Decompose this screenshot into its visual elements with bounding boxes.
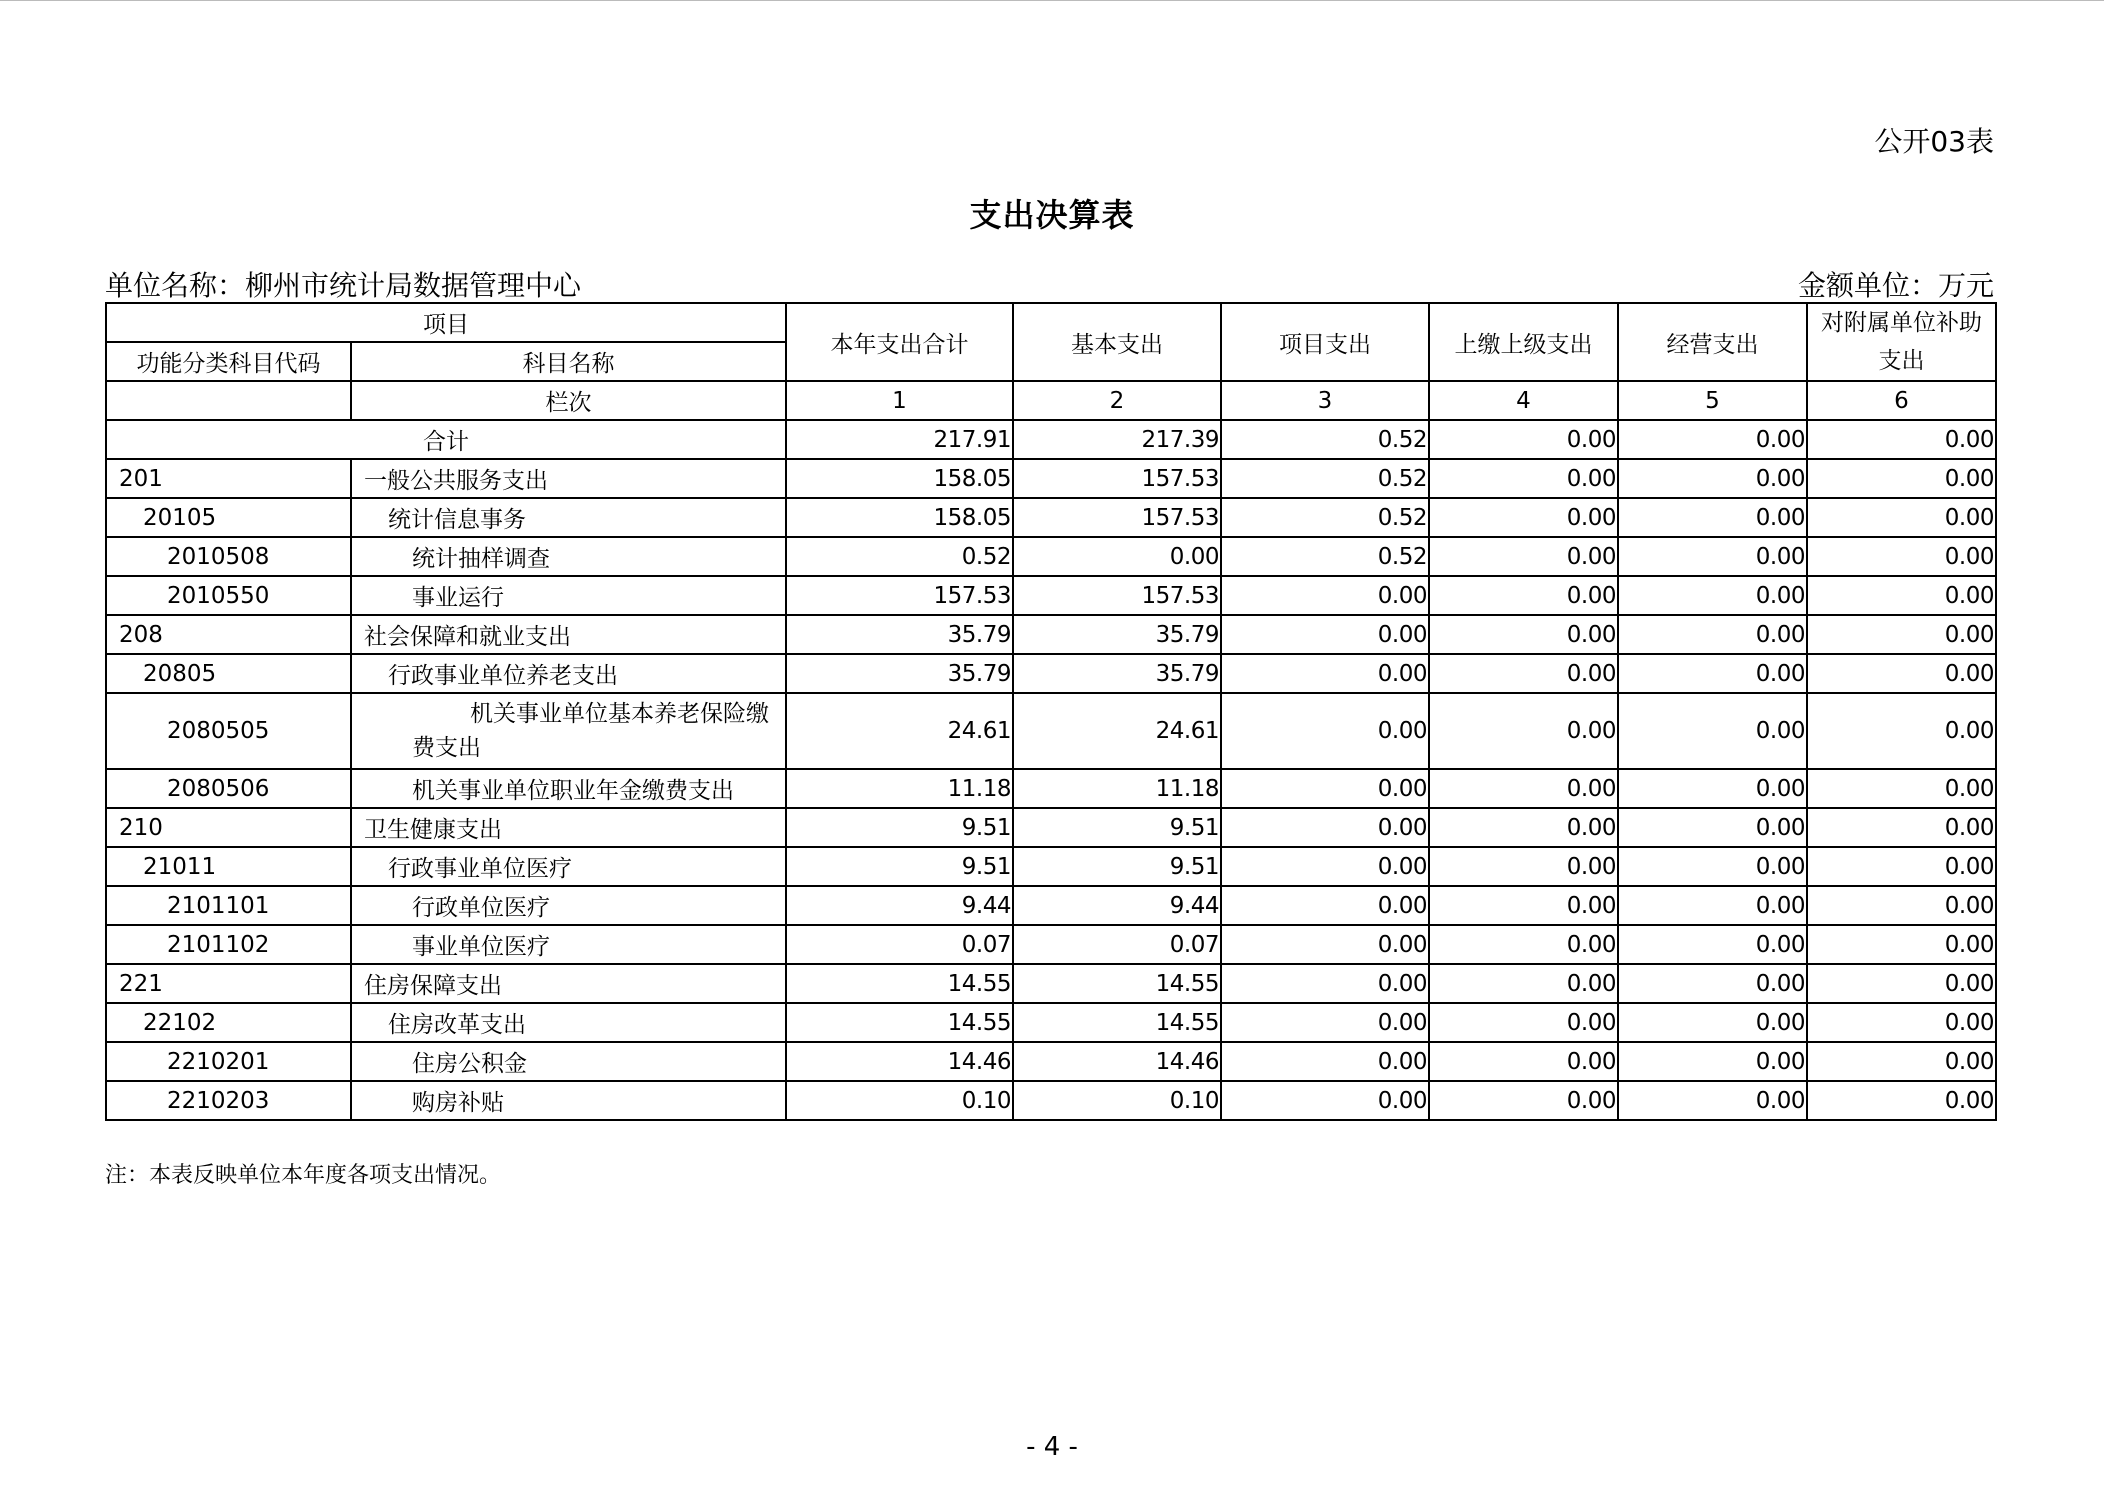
row-code: 2210203 (106, 1081, 351, 1120)
row-value: 0.00 (1618, 769, 1807, 808)
row-value: 11.18 (1013, 769, 1221, 808)
row-name: 住房改革支出 (351, 1003, 786, 1042)
row-value: 0.00 (1429, 1081, 1618, 1120)
row-code: 210 (106, 808, 351, 847)
row-value: 9.51 (1013, 847, 1221, 886)
row-value: 157.53 (1013, 498, 1221, 537)
row-value: 14.55 (1013, 964, 1221, 1003)
row-value: 0.00 (1618, 576, 1807, 615)
row-value: 0.00 (1429, 576, 1618, 615)
col-num: 2 (1013, 381, 1221, 420)
row-value: 0.00 (1807, 459, 1996, 498)
col-num: 4 (1429, 381, 1618, 420)
row-value: 14.46 (786, 1042, 1013, 1081)
row-value: 0.00 (1429, 537, 1618, 576)
row-value: 9.44 (1013, 886, 1221, 925)
row-code: 2010550 (106, 576, 351, 615)
row-value: 0.52 (1221, 459, 1429, 498)
row-name: 机关事业单位职业年金缴费支出 (351, 769, 786, 808)
row-value: 0.07 (1013, 925, 1221, 964)
row-value: 9.51 (786, 847, 1013, 886)
row-value: 0.00 (1429, 964, 1618, 1003)
row-value: 0.00 (1429, 459, 1618, 498)
row-code: 22102 (106, 1003, 351, 1042)
header-basic: 基本支出 (1013, 303, 1221, 381)
table-row (106, 654, 1996, 693)
row-value: 0.00 (1618, 654, 1807, 693)
row-value: 0.00 (1807, 1081, 1996, 1120)
table-row (106, 1042, 1996, 1081)
col-num: 3 (1221, 381, 1429, 420)
page-number: - 4 - (1026, 1432, 1078, 1462)
row-value: 0.52 (1221, 498, 1429, 537)
table-row (106, 808, 1996, 847)
row-code: 2101102 (106, 925, 351, 964)
row-code: 2210201 (106, 1042, 351, 1081)
col-num: 1 (786, 381, 1013, 420)
row-value: 0.00 (1429, 769, 1618, 808)
row-value: 14.55 (786, 1003, 1013, 1042)
row-code: 2010508 (106, 537, 351, 576)
row-value: 158.05 (786, 459, 1013, 498)
header-business: 经营支出 (1618, 303, 1807, 381)
row-name-text: 机关事业单位基本养老保险缴费支出 (412, 701, 769, 761)
row-value: 35.79 (1013, 654, 1221, 693)
row-code: 2080505 (106, 693, 351, 769)
row-value: 0.00 (1429, 847, 1618, 886)
table-row (106, 769, 1996, 808)
row-name: 事业运行 (351, 576, 786, 615)
row-value: 0.00 (1807, 1003, 1996, 1042)
table-row (106, 847, 1996, 886)
row-value: 0.00 (1618, 1003, 1807, 1042)
row-value: 0.00 (1618, 1042, 1807, 1081)
row-value: 0.00 (1221, 1081, 1429, 1120)
row-value: 0.00 (1618, 459, 1807, 498)
row-value: 0.00 (1429, 498, 1618, 537)
row-name: 行政事业单位养老支出 (351, 654, 786, 693)
table-row (106, 459, 1996, 498)
row-value: 0.00 (1807, 925, 1996, 964)
row-value: 0.00 (1221, 925, 1429, 964)
row-name: 卫生健康支出 (351, 808, 786, 847)
row-code: 221 (106, 964, 351, 1003)
table-note: 注：本表反映单位本年度各项支出情况。 (105, 1163, 502, 1188)
col-num: 6 (1807, 381, 1996, 420)
table-row (106, 1003, 1996, 1042)
row-value: 14.46 (1013, 1042, 1221, 1081)
row-value: 0.00 (1618, 886, 1807, 925)
row-value: 0.07 (786, 925, 1013, 964)
row-value: 0.00 (1221, 964, 1429, 1003)
row-name: 行政单位医疗 (351, 886, 786, 925)
row-name: 事业单位医疗 (351, 925, 786, 964)
table-row (106, 1081, 1996, 1120)
row-value: 158.05 (786, 498, 1013, 537)
header-project: 项目支出 (1221, 303, 1429, 381)
row-name: 住房公积金 (351, 1042, 786, 1081)
header-total: 本年支出合计 (786, 303, 1013, 381)
unit-name: 单位名称：柳州市统计局数据管理中心 (105, 269, 582, 302)
row-value: 14.55 (786, 964, 1013, 1003)
row-value: 9.51 (1013, 808, 1221, 847)
row-name: 一般公共服务支出 (351, 459, 786, 498)
row-value: 35.79 (786, 654, 1013, 693)
row-value: 0.00 (1429, 654, 1618, 693)
row-value: 0.00 (1618, 693, 1807, 769)
row-name: 购房补贴 (351, 1081, 786, 1120)
row-value: 11.18 (786, 769, 1013, 808)
row-value: 0.00 (1807, 808, 1996, 847)
row-value: 0.00 (1429, 925, 1618, 964)
row-value: 24.61 (1013, 693, 1221, 769)
total-value: 0.00 (1618, 420, 1807, 459)
row-value: 24.61 (786, 693, 1013, 769)
row-value: 0.00 (1618, 808, 1807, 847)
row-value: 157.53 (1013, 459, 1221, 498)
row-value: 0.00 (1807, 537, 1996, 576)
row-value: 0.52 (786, 537, 1013, 576)
row-value: 0.00 (1618, 498, 1807, 537)
row-code: 20805 (106, 654, 351, 693)
row-value: 0.00 (1807, 498, 1996, 537)
table-row (106, 537, 1996, 576)
row-code: 201 (106, 459, 351, 498)
form-number: 公开03表 (1874, 125, 1994, 158)
total-value: 0.52 (1221, 420, 1429, 459)
row-value: 0.00 (1807, 769, 1996, 808)
header-subsidy: 对附属单位补助支出 (1807, 303, 1996, 381)
table-row (106, 576, 1996, 615)
row-value: 0.00 (1221, 654, 1429, 693)
expenditure-table (105, 302, 1997, 1121)
row-value: 35.79 (786, 615, 1013, 654)
row-value: 0.00 (1221, 1003, 1429, 1042)
row-value: 14.55 (1013, 1003, 1221, 1042)
row-value: 0.10 (1013, 1081, 1221, 1120)
row-value: 0.00 (1221, 886, 1429, 925)
table-row (106, 964, 1996, 1003)
row-value: 0.00 (1013, 537, 1221, 576)
row-value: 0.00 (1807, 615, 1996, 654)
row-code: 21011 (106, 847, 351, 886)
row-value: 0.52 (1221, 537, 1429, 576)
row-value: 0.00 (1618, 537, 1807, 576)
row-value: 0.00 (1807, 693, 1996, 769)
row-value: 0.00 (1807, 654, 1996, 693)
row-value: 0.00 (1221, 693, 1429, 769)
col-label: 栏次 (351, 381, 786, 420)
row-value: 35.79 (1013, 615, 1221, 654)
row-value: 9.51 (786, 808, 1013, 847)
row-code: 20105 (106, 498, 351, 537)
row-value: 0.00 (1221, 847, 1429, 886)
row-value: 0.10 (786, 1081, 1013, 1120)
row-value: 0.00 (1807, 1042, 1996, 1081)
row-code: 208 (106, 615, 351, 654)
row-code: 2101101 (106, 886, 351, 925)
row-value: 0.00 (1807, 964, 1996, 1003)
row-value: 0.00 (1618, 615, 1807, 654)
row-code: 2080506 (106, 769, 351, 808)
row-value: 0.00 (1221, 1042, 1429, 1081)
row-value: 0.00 (1807, 847, 1996, 886)
table-row (106, 886, 1996, 925)
row-value: 0.00 (1618, 925, 1807, 964)
row-value: 0.00 (1221, 769, 1429, 808)
row-name: 社会保障和就业支出 (351, 615, 786, 654)
total-row (106, 420, 1996, 459)
row-name: 行政事业单位医疗 (351, 847, 786, 886)
row-value: 0.00 (1221, 576, 1429, 615)
header-upper: 上缴上级支出 (1429, 303, 1618, 381)
table-row (106, 498, 1996, 537)
total-value: 0.00 (1807, 420, 1996, 459)
table-row (106, 693, 1996, 769)
row-value: 0.00 (1429, 808, 1618, 847)
row-value: 157.53 (786, 576, 1013, 615)
row-value: 0.00 (1807, 576, 1996, 615)
header-name: 科目名称 (351, 342, 786, 381)
header-item: 项目 (106, 303, 786, 342)
row-value: 0.00 (1221, 615, 1429, 654)
total-value: 217.91 (786, 420, 1013, 459)
amount-unit: 金额单位：万元 (1797, 269, 1994, 302)
total-value: 217.39 (1013, 420, 1221, 459)
row-value: 0.00 (1221, 808, 1429, 847)
row-name: 住房保障支出 (351, 964, 786, 1003)
row-value: 9.44 (786, 886, 1013, 925)
row-value: 157.53 (1013, 576, 1221, 615)
row-value: 0.00 (1429, 693, 1618, 769)
total-value: 0.00 (1429, 420, 1618, 459)
page-top-border (0, 0, 2104, 1)
page-title: 支出决算表 (969, 196, 1135, 234)
row-value: 0.00 (1618, 964, 1807, 1003)
row-value: 0.00 (1429, 615, 1618, 654)
total-label: 合计 (106, 420, 786, 459)
col-label-empty (106, 381, 351, 420)
table-row (106, 925, 1996, 964)
table-row (106, 615, 1996, 654)
row-name: 统计抽样调查 (351, 537, 786, 576)
row-value: 0.00 (1429, 1003, 1618, 1042)
row-value: 0.00 (1807, 886, 1996, 925)
header-code: 功能分类科目代码 (106, 342, 351, 381)
row-value: 0.00 (1429, 1042, 1618, 1081)
row-name (351, 693, 786, 769)
row-value: 0.00 (1618, 847, 1807, 886)
row-value: 0.00 (1429, 886, 1618, 925)
col-num: 5 (1618, 381, 1807, 420)
row-value: 0.00 (1618, 1081, 1807, 1120)
row-name: 统计信息事务 (351, 498, 786, 537)
